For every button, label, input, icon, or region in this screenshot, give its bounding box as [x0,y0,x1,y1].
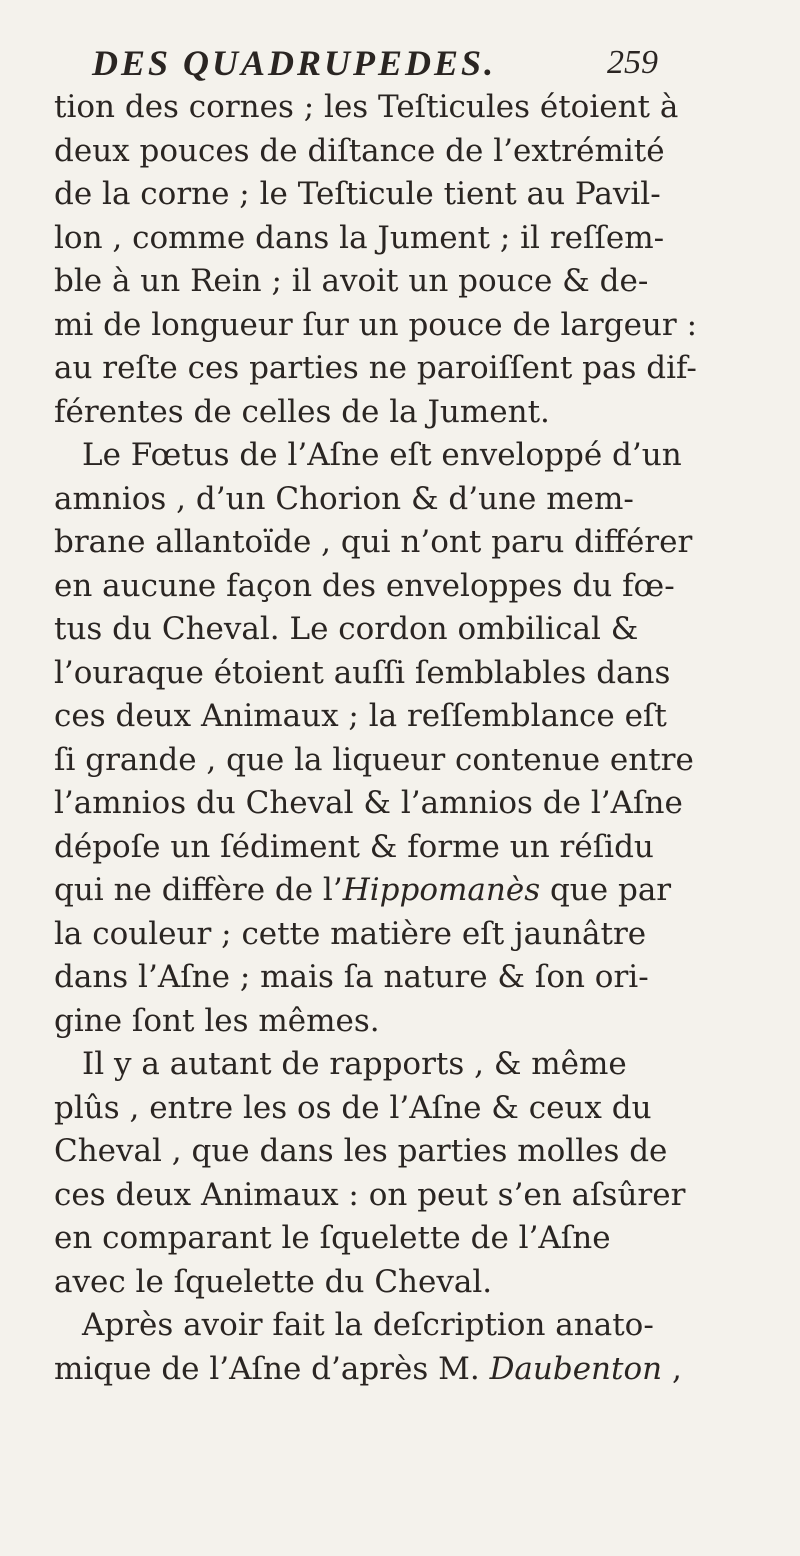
body-text [54,86,764,1391]
text-line: dans l’Aſne ; mais ſa nature & ſon ori- [54,959,649,995]
text-line: ces deux Animaux : on peut s’en aſsûrer [54,1176,686,1213]
text-line: plûs , entre les os de l’Aſne & ceux du [54,1089,652,1126]
text-line: brane allantoïde , qui n’ont paru différer [54,524,693,560]
text-line: la couleur ; cette matière eſt jaunâtre [54,915,647,952]
text-line: en aucune façon des enveloppes du fœ- [54,567,675,604]
text-line: avec le ſquelette du Cheval. [54,1263,493,1300]
text-line: lon , comme dans la Jument ; il reſſem- [54,219,665,256]
text-line: au reſte ces parties ne paroiſſent pas dif- [54,350,697,386]
text-line: tion des cornes ; les Teſticules étoient à [54,89,679,125]
page-number: 259 [607,44,658,81]
text-line: gine ſont les mêmes. [54,1002,380,1039]
italic-term: Hippomanès [342,872,541,908]
text-line: l’amnios du Cheval & l’amnios de l’Aſne [54,785,683,821]
text-line: deux pouces de diſtance de l’extrémité [54,132,665,169]
text-line: tus du Cheval. Le cordon ombilical & [54,611,639,647]
running-title: DES QUADRUPEDES. [92,43,497,83]
paragraph-start-line: Le Fœtus de l’Aſne eſt enveloppé d’un [82,437,682,473]
text-line: amnios , d’un Chorion & d’une mem- [54,480,634,517]
text-line: férentes de celles de la Jument. [54,393,550,430]
text-line: ces deux Animaux ; la reſſemblance eſt [54,698,667,734]
text-line: l’ouraque étoient auſſi ſemblables dans [54,654,671,691]
paragraph-start-line: Il y a autant de rapports , & même [82,1046,627,1082]
italic-term: Daubenton [489,1350,663,1387]
text-line: mi de longueur ſur un pouce de largeur : [54,306,698,343]
text-line: de la corne ; le Teſticule tient au Pavil- [54,176,661,212]
text-line: mique de l’Aſne d’après M. Daubenton , [54,1350,682,1387]
text-line: Cheval , que dans les parties molles de [54,1133,668,1169]
text-line: ble à un Rein ; il avoit un pouce & de- [54,263,649,299]
text-line: qui ne diffère de l’Hippomanès que par [54,872,672,908]
text-line: dépoſe un ſédiment & forme un réſidu [54,828,654,865]
paragraph-start-line: Après avoir fait la deſcription anato- [82,1307,654,1343]
text-line: en comparant le ſquelette de l’Aſne [54,1220,611,1256]
text-line: ſi grande , que la liqueur contenue entre [54,741,694,778]
